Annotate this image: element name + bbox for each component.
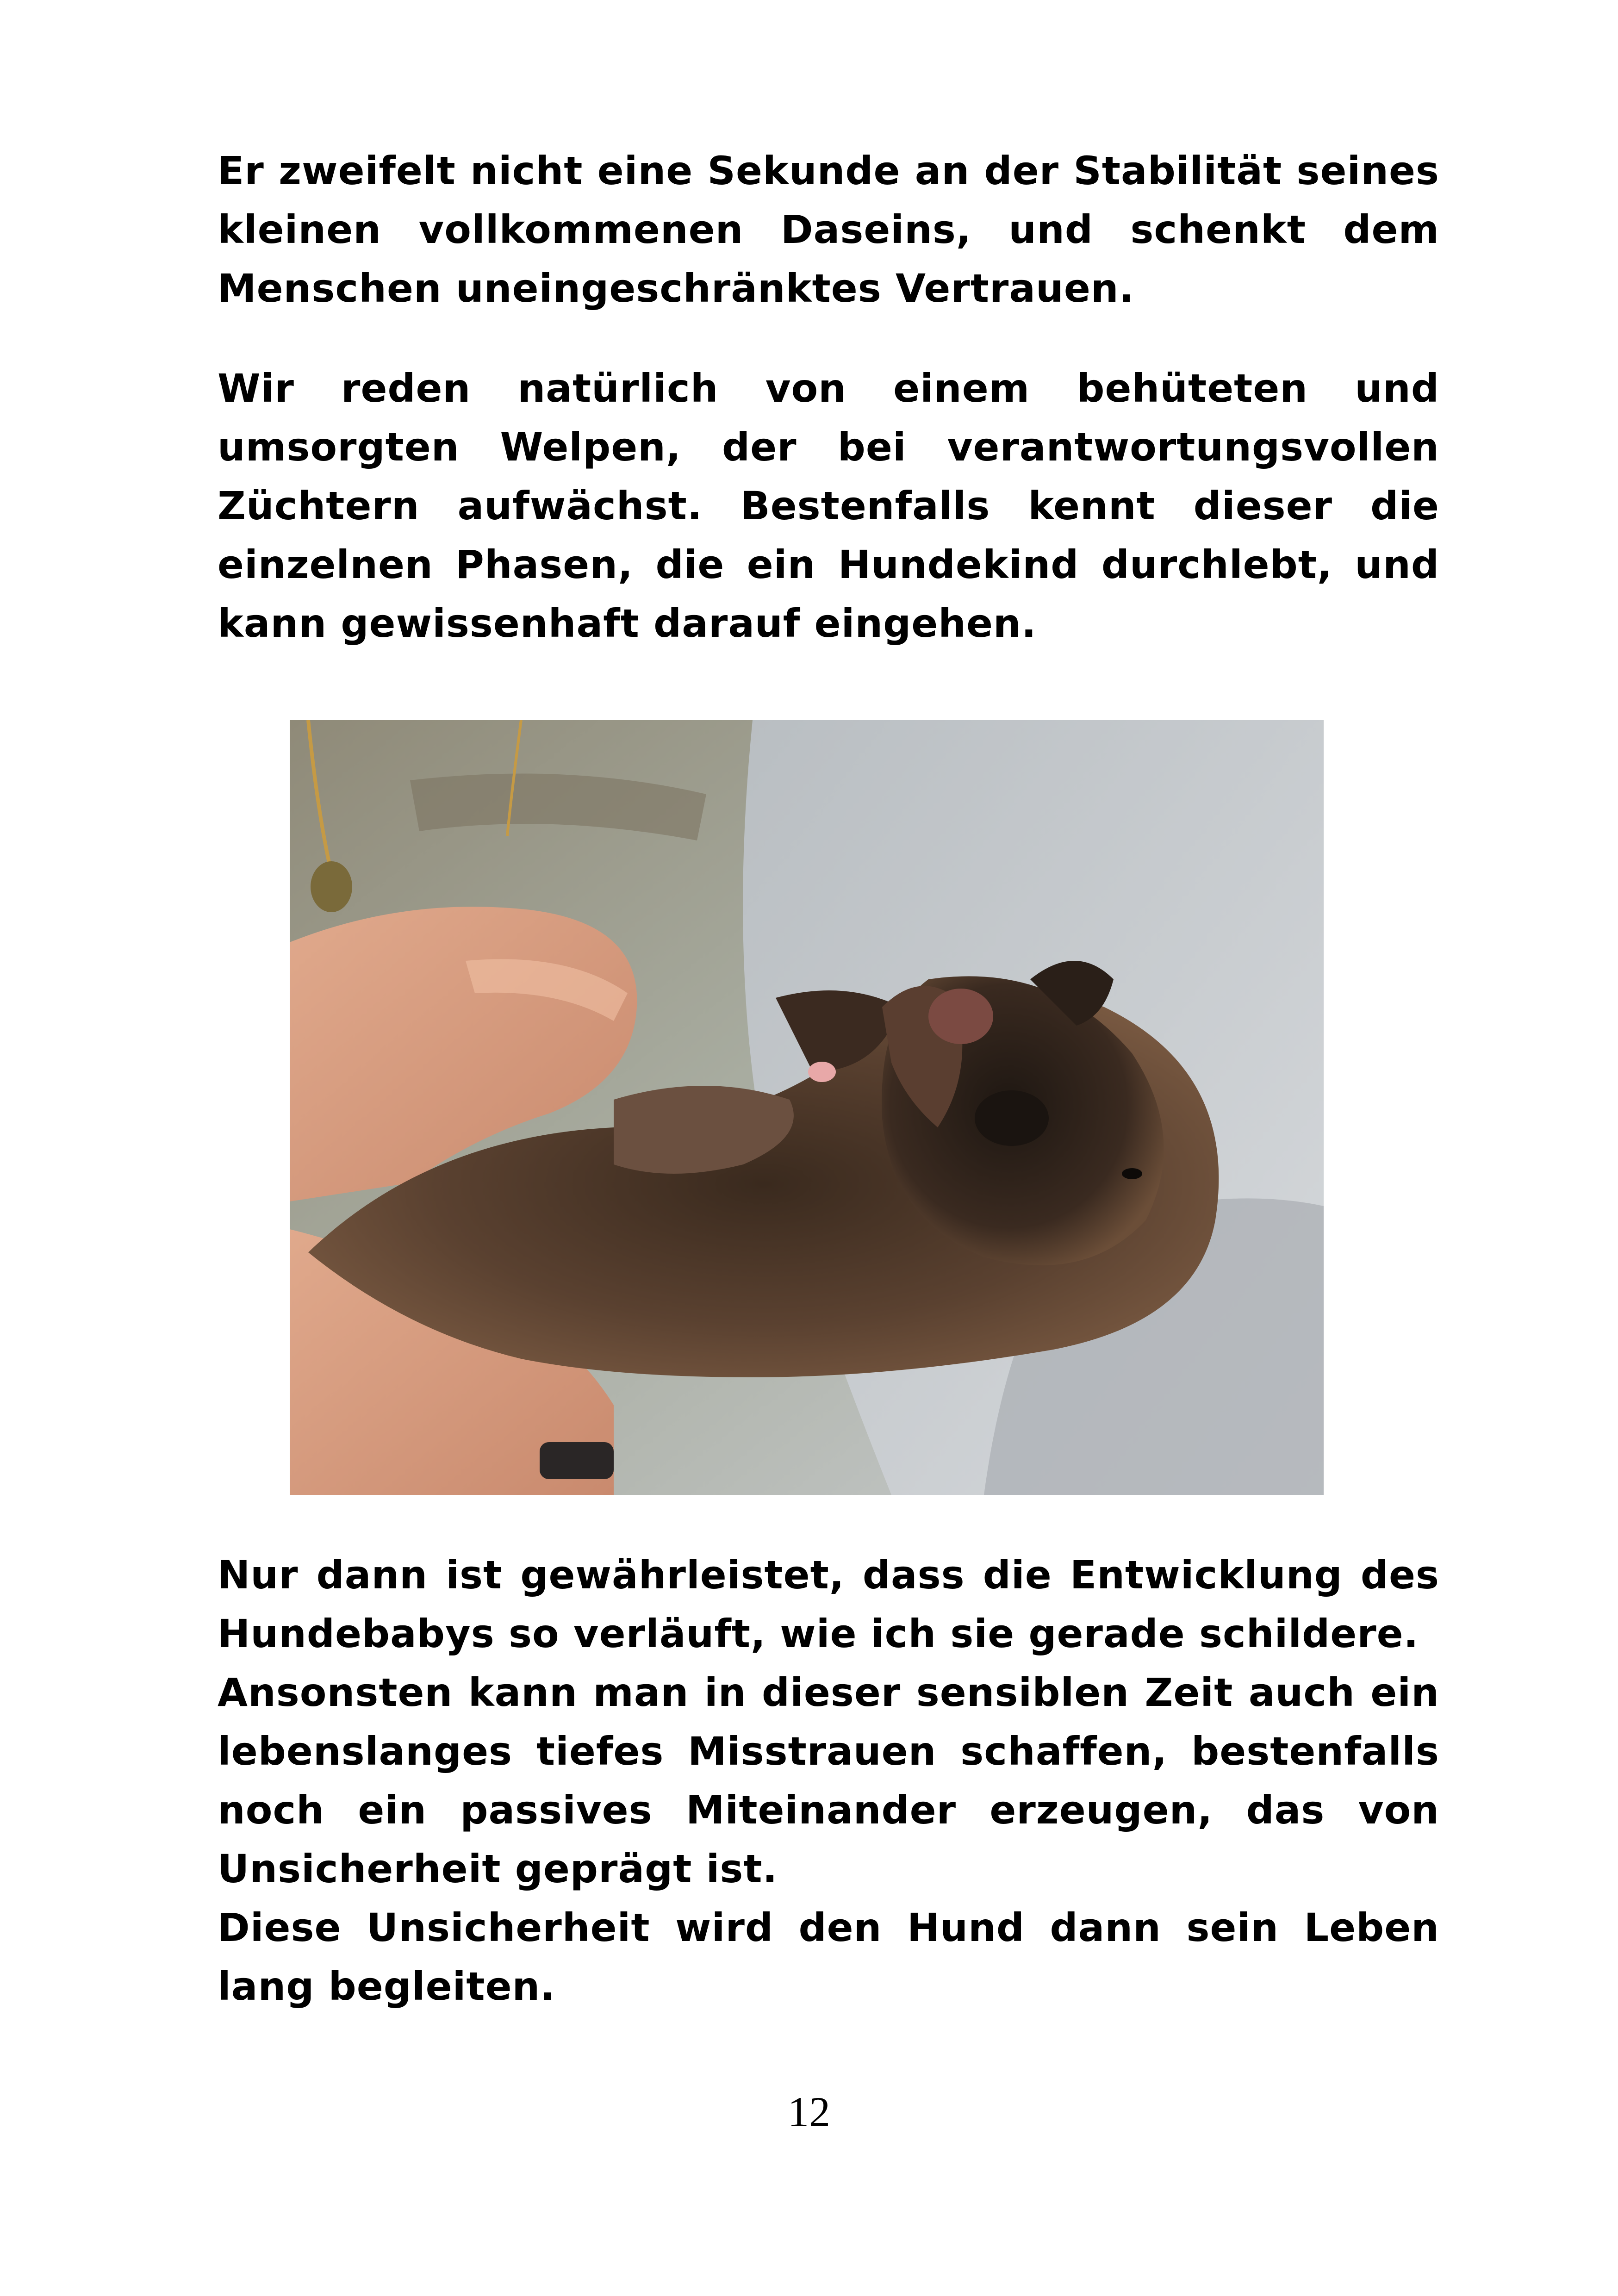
paragraph-breeder bbox=[218, 359, 1439, 653]
paragraph-development bbox=[218, 1546, 1439, 2016]
page-number: 12 bbox=[788, 2088, 830, 2135]
puppy-photo-illustration bbox=[290, 720, 1324, 1495]
puppy-photo bbox=[290, 720, 1324, 1495]
paragraph-text: Ansonsten kann man in dieser sensiblen Zeit auch ein lebenslanges tiefes Misstrauen schaffen, bestenfalls noch ein passives Miteinander erzeugen, das von Unsicherheit geprägt ist. bbox=[218, 1670, 1439, 1892]
paragraph-text: Er zweifelt nicht eine Sekunde an der Stabilität seines kleinen vollkommenen Daseins, und schenkt dem Menschen uneingeschränktes Vertrauen. bbox=[218, 148, 1439, 311]
paragraph-text: Nur dann ist gewährleistet, dass die Entwicklung des Hundebabys so verläuft, wie ich sie gerade schildere. bbox=[218, 1552, 1439, 1656]
paragraph-stability bbox=[218, 142, 1439, 318]
paragraph-text: Diese Unsicherheit wird den Hund dann sein Leben lang begleiten. bbox=[218, 1905, 1439, 2009]
paragraph-text: Wir reden natürlich von einem behüteten und umsorgten Welpen, der bei verantwortungsvollen Züchtern aufwächst. Bestenfalls kennt dieser die einzelnen Phasen, die ein Hundekind durchlebt, und kann gewissenhaft darauf eingehen. bbox=[218, 366, 1439, 646]
